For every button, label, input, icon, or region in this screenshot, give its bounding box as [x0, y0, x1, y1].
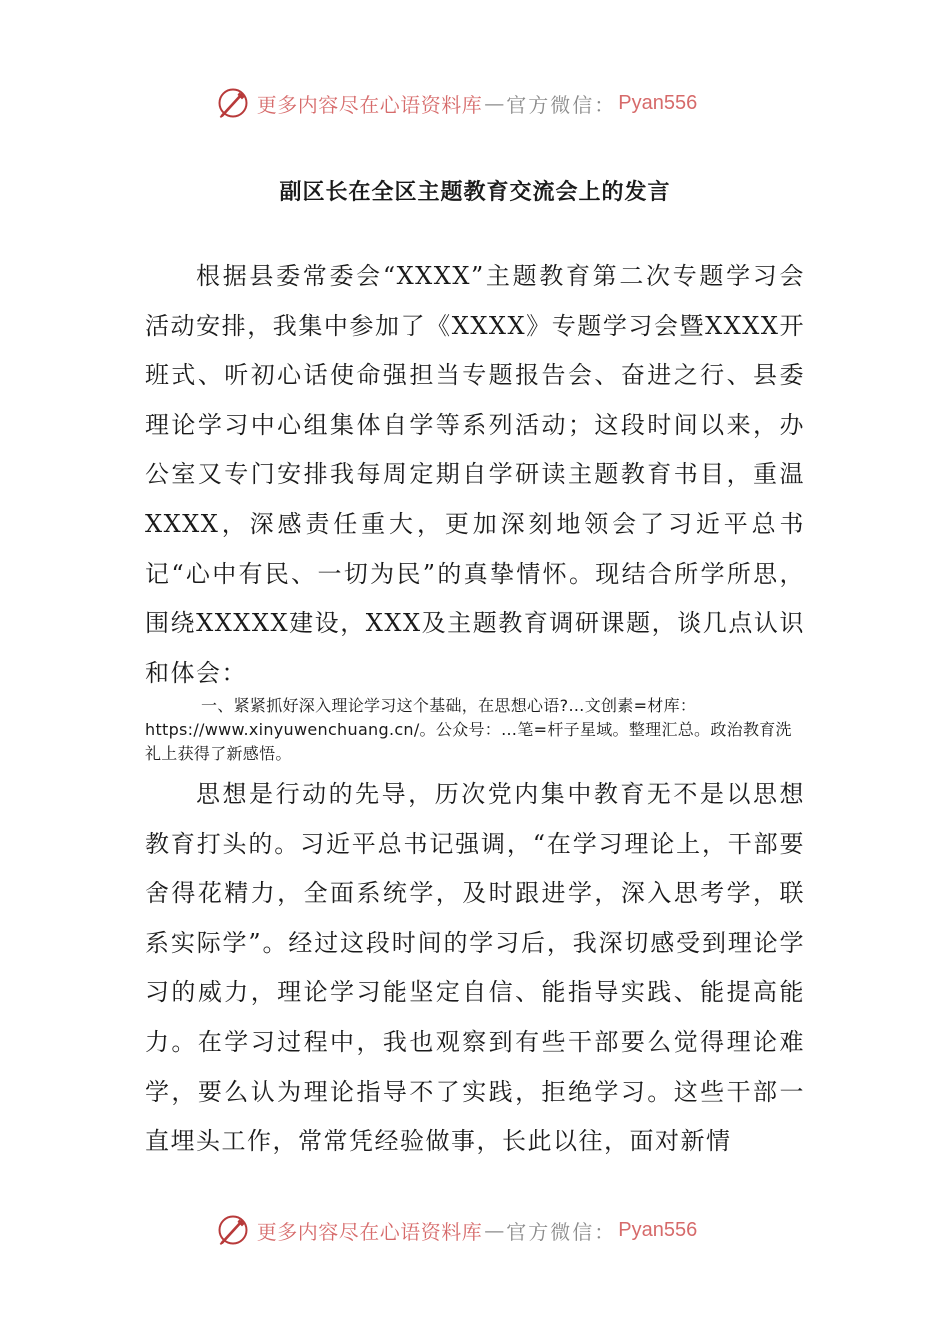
footer-banner — [0, 1205, 950, 1255]
body-paragraph-intro: 根据县委常委会“XXXX”主题教育第二次专题学习会活动安排，我集中参加了《XXXX》专题学习会暨XXXX开班式、听初心话使命强担当专题报告会、奋进之行、县委理论学习中心组集体自学等系列活动；这段时间以来，办公室又专门安排我每周定期自学研读主题教育书目，重温XXXX，深感责任重大，更加深刻地领会了习近平总书记“心中有民、一切为民”的真挚情怀。现结合所学所思，围绕XXXXX建设，XXX及主题教育调研课题，谈几点认识和体会： — [145, 262, 805, 687]
pen-logo-icon — [215, 1212, 251, 1248]
banner-separator: — — [484, 1218, 505, 1242]
body-paragraph-thought: 思想是行动的先导，历次党内集中教育无不是以思想教育打头的。习近平总书记强调，“在学习理论上，干部要舍得花精力，全面系统学，及时跟进学，深入思考学，联系实际学”。经过这段时间的学习后，我深切感受到理论学习的威力，理论学习能坚定自信、能指导实践、能提高能力。在学习过程中，我也观察到有些干部要么觉得理论难学，要么认为理论指导不了实践，拒绝学习。这些干部一直埋头工作，常常凭经验做事，长此以往，面对新情 — [145, 780, 805, 1156]
banner-wechat-id: Pyan556 — [618, 91, 698, 114]
banner-brand: 更多内容尽在心语资料库 — [256, 92, 483, 117]
banner-wechat-label: 官方微信： — [506, 1219, 617, 1244]
banner-wechat-label: 官方微信： — [506, 92, 617, 117]
banner-text — [257, 1216, 697, 1245]
banner-brand: 更多内容尽在心语资料库 — [256, 1219, 483, 1244]
banner-text — [257, 89, 697, 118]
banner-wechat-id: Pyan556 — [618, 1218, 698, 1241]
header-banner — [0, 78, 950, 128]
document-title: 副区长在全区主题教育交流会上的发言 — [279, 180, 671, 205]
pen-logo-icon — [215, 85, 251, 121]
banner-separator: — — [484, 91, 505, 115]
section-heading-paragraph: 一、紧紧抓好深入理论学习这个基础，在思想心语?…文创素=材库：https://www.xinyuwenchuang.cn/。公众号：…笔=杆子星域。整理汇总。政治教育洗礼上获得了新感悟。 — [145, 696, 792, 763]
